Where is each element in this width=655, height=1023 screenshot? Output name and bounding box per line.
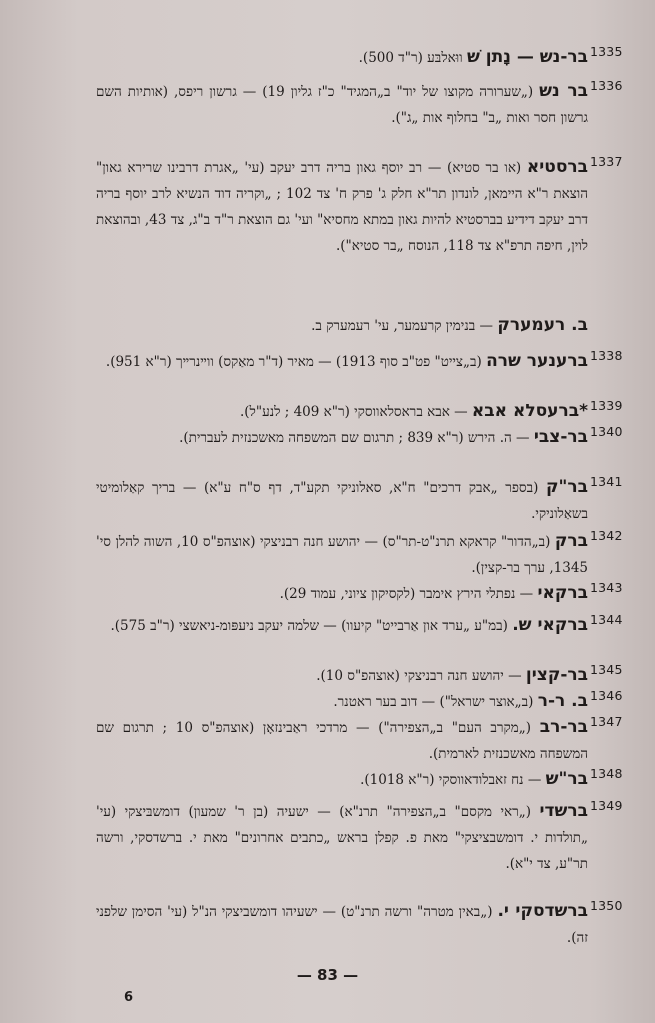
entry-1341 bbox=[96, 474, 626, 527]
entry-number: 1336 bbox=[590, 78, 623, 93]
entry-body bbox=[96, 398, 588, 425]
entry-1346 bbox=[96, 688, 626, 715]
entry-body bbox=[96, 798, 588, 877]
entry-number: 1340 bbox=[590, 424, 623, 439]
entry-number: 1345 bbox=[590, 662, 623, 677]
entry-body bbox=[96, 662, 588, 689]
entry-body bbox=[96, 424, 588, 451]
entry-headword: ברקאי bbox=[537, 583, 588, 603]
entry-headword: ברשדסקי י. bbox=[497, 901, 589, 921]
entry-headword: ב. רעמערק bbox=[497, 315, 588, 335]
entry-1335 bbox=[96, 44, 626, 71]
entry-1338 bbox=[96, 348, 626, 375]
entry-body bbox=[96, 898, 588, 951]
entry-text: („שערורה מקוצו של יוד" ב„המגיד" כ"ז גליון 19) — גרשון ריפס, (אותיות השם גרשון חסר ואות „ב" בחלוף אות „ג"). bbox=[96, 84, 588, 126]
entry-headword: בר נש bbox=[539, 81, 588, 101]
entry-number: 1343 bbox=[590, 580, 623, 595]
entry-1340 bbox=[96, 424, 626, 451]
entry-number: 1341 bbox=[590, 474, 623, 489]
entry-text: — בנימין קרעמער, עי' רעמערק ב. bbox=[311, 318, 494, 334]
entry-headword: ברק bbox=[554, 531, 588, 551]
entry-body bbox=[96, 766, 588, 793]
entry-headword: ברשדי bbox=[539, 801, 589, 821]
entry-headword: בר"ש bbox=[545, 769, 588, 789]
entry-number: 1346 bbox=[590, 688, 623, 703]
entry-1344 bbox=[96, 612, 626, 639]
entry-text: (בספר „אבק דרכים" ח"א, סאלוניקי תקע"ד, דף ס"ח ע"א) — בריך קאַלומיטי בשאַלוניקי. bbox=[96, 480, 588, 522]
entry-text: (ב„הדור" קראקא תרנ"ט-תר"ס) — יהושע חנה רבניצקי (אוצהפ"ס 10, השוה להלן סי' 1345, ערך בר-קצין). bbox=[96, 534, 588, 576]
entry-headword: ברקאי ש. bbox=[512, 615, 588, 635]
entry-text: (במ"ע „ערד און אַרבייט" קיעוו) — שלמה יעקב ניעפּומ-ניאשצי (ר"ב 575). bbox=[110, 618, 508, 634]
entry-text: — יהושע חנה רבניצקי (אוצהפ"ס 10). bbox=[316, 668, 522, 684]
entry-body bbox=[96, 688, 588, 715]
entry-body bbox=[96, 474, 588, 527]
entry-1347 bbox=[96, 714, 626, 767]
page-number: — 83 — bbox=[296, 966, 359, 984]
entry-1336 bbox=[96, 78, 626, 131]
entry-number: 1339 bbox=[590, 398, 623, 413]
entry-1348 bbox=[96, 766, 626, 793]
entry-body bbox=[96, 714, 588, 767]
entry-body bbox=[96, 580, 588, 607]
entry-headword: בר-רב bbox=[539, 717, 588, 737]
entry-text: (ב„אוצר ישראל") — דוב בער ראטנר. bbox=[333, 694, 534, 710]
entry-headword: ברענער שרה bbox=[486, 351, 588, 371]
entry-1342 bbox=[96, 528, 626, 581]
entry-1343 bbox=[96, 580, 626, 607]
entry-text: — נפתלי הירץ אימבר (לקסיקון ציוני, עמוד 29). bbox=[279, 586, 534, 602]
entry-headword: בר-נש — נָתן שׁ bbox=[466, 47, 588, 67]
entry-headword: בר-צבי bbox=[533, 427, 588, 447]
entry-text: — אבא בראסלאווסקי (ר"א 409 ; לנע"ל). bbox=[240, 404, 468, 420]
entry-number: 1335 bbox=[590, 44, 623, 59]
entry-headword: בר-קצין bbox=[525, 665, 588, 685]
entry-number: 1337 bbox=[590, 154, 623, 169]
entry-1337 bbox=[96, 154, 626, 259]
entry-body bbox=[96, 612, 588, 639]
entry-text: (ב„צייט" פט"ב סוף 1913) — מאיר (ד"ר מאַקס) ווײנרײך (ר"א 951). bbox=[105, 354, 482, 370]
entry-text: — נח זאבלודאווסקי (ר"א 1018). bbox=[360, 772, 542, 788]
entry-body bbox=[96, 348, 588, 375]
entry-body bbox=[96, 78, 588, 131]
entry-number: 1344 bbox=[590, 612, 623, 627]
entry-text: („באין מטרה" ורשה תרנ"ט) — ישעיהו דומשביצקי הנ"ל (עי' הסימן שלפני זה). bbox=[96, 904, 588, 946]
entry-headword: *ברעסלא אבא bbox=[471, 401, 588, 421]
entry-number: 1350 bbox=[590, 898, 623, 913]
entry-text: („ראי מקסם" ב„הצפירה" תרנ"א) — ישעיה (בן ר' שמעון) דומשבּיצקי (עי' „תולדות י. דומשבציצקי" מאת פ. קפלן בראש „כתבים אחרונים" מאת י. ברשדסקי, ורשה תר"ע, צד י"א). bbox=[96, 804, 588, 872]
entry-1345 bbox=[96, 662, 626, 689]
entry-1350 bbox=[96, 898, 626, 951]
entry-body bbox=[96, 44, 588, 71]
entry-number: 1348 bbox=[590, 766, 623, 781]
entry-headword: ב. ר-ר bbox=[537, 691, 588, 711]
entry-body bbox=[96, 154, 588, 259]
entry-number: 1349 bbox=[590, 798, 623, 813]
entry-text: (או בר סטיא) — רב יוסף גאון בריה דרב יעקב (עי' „אגרת דרבינו שרירא גאון" הוצאת ר"א היימאן, לונדון תר"א חלק ג' פרק ח' צד 102 ; „וקריה דוד הנשיא לרב יוסף בריה דרב יעקב דידיע בברסטיא להיות גאון במתא מחסיא" ועי' גם הוצאת ר"ד ב"ג, צד 43, ובהוצאת לוין, חיפה תרפ"א צד 118, הנוסח „בר סטיא"). bbox=[96, 160, 589, 254]
entry-number: 1338 bbox=[590, 348, 623, 363]
entry-text: („מקרב העם" ב„הצפירה") — מרדכי ראַבינזאָן (אוצהפ"ס 10 ; תרגום שם המשפחה מאשכנזית לארמית). bbox=[96, 720, 588, 762]
entry-text: ווּאלבּע (ר"ד 500). bbox=[358, 50, 463, 66]
entry-text: — ה. הירש (ר"א 839 ; תרגום שם המשפחה מאשכנזית לעברית). bbox=[179, 430, 530, 446]
entry-cross-reference bbox=[96, 312, 588, 339]
entry-1339 bbox=[96, 398, 626, 425]
entry-number: 1342 bbox=[590, 528, 623, 543]
entry-1349 bbox=[96, 798, 626, 877]
entry-headword: ברסטיא bbox=[526, 157, 588, 177]
entry-body bbox=[96, 528, 588, 581]
entry-number: 1347 bbox=[590, 714, 623, 729]
entry-headword: בר"ק bbox=[546, 477, 588, 497]
signature-mark: 6 bbox=[124, 990, 134, 1005]
